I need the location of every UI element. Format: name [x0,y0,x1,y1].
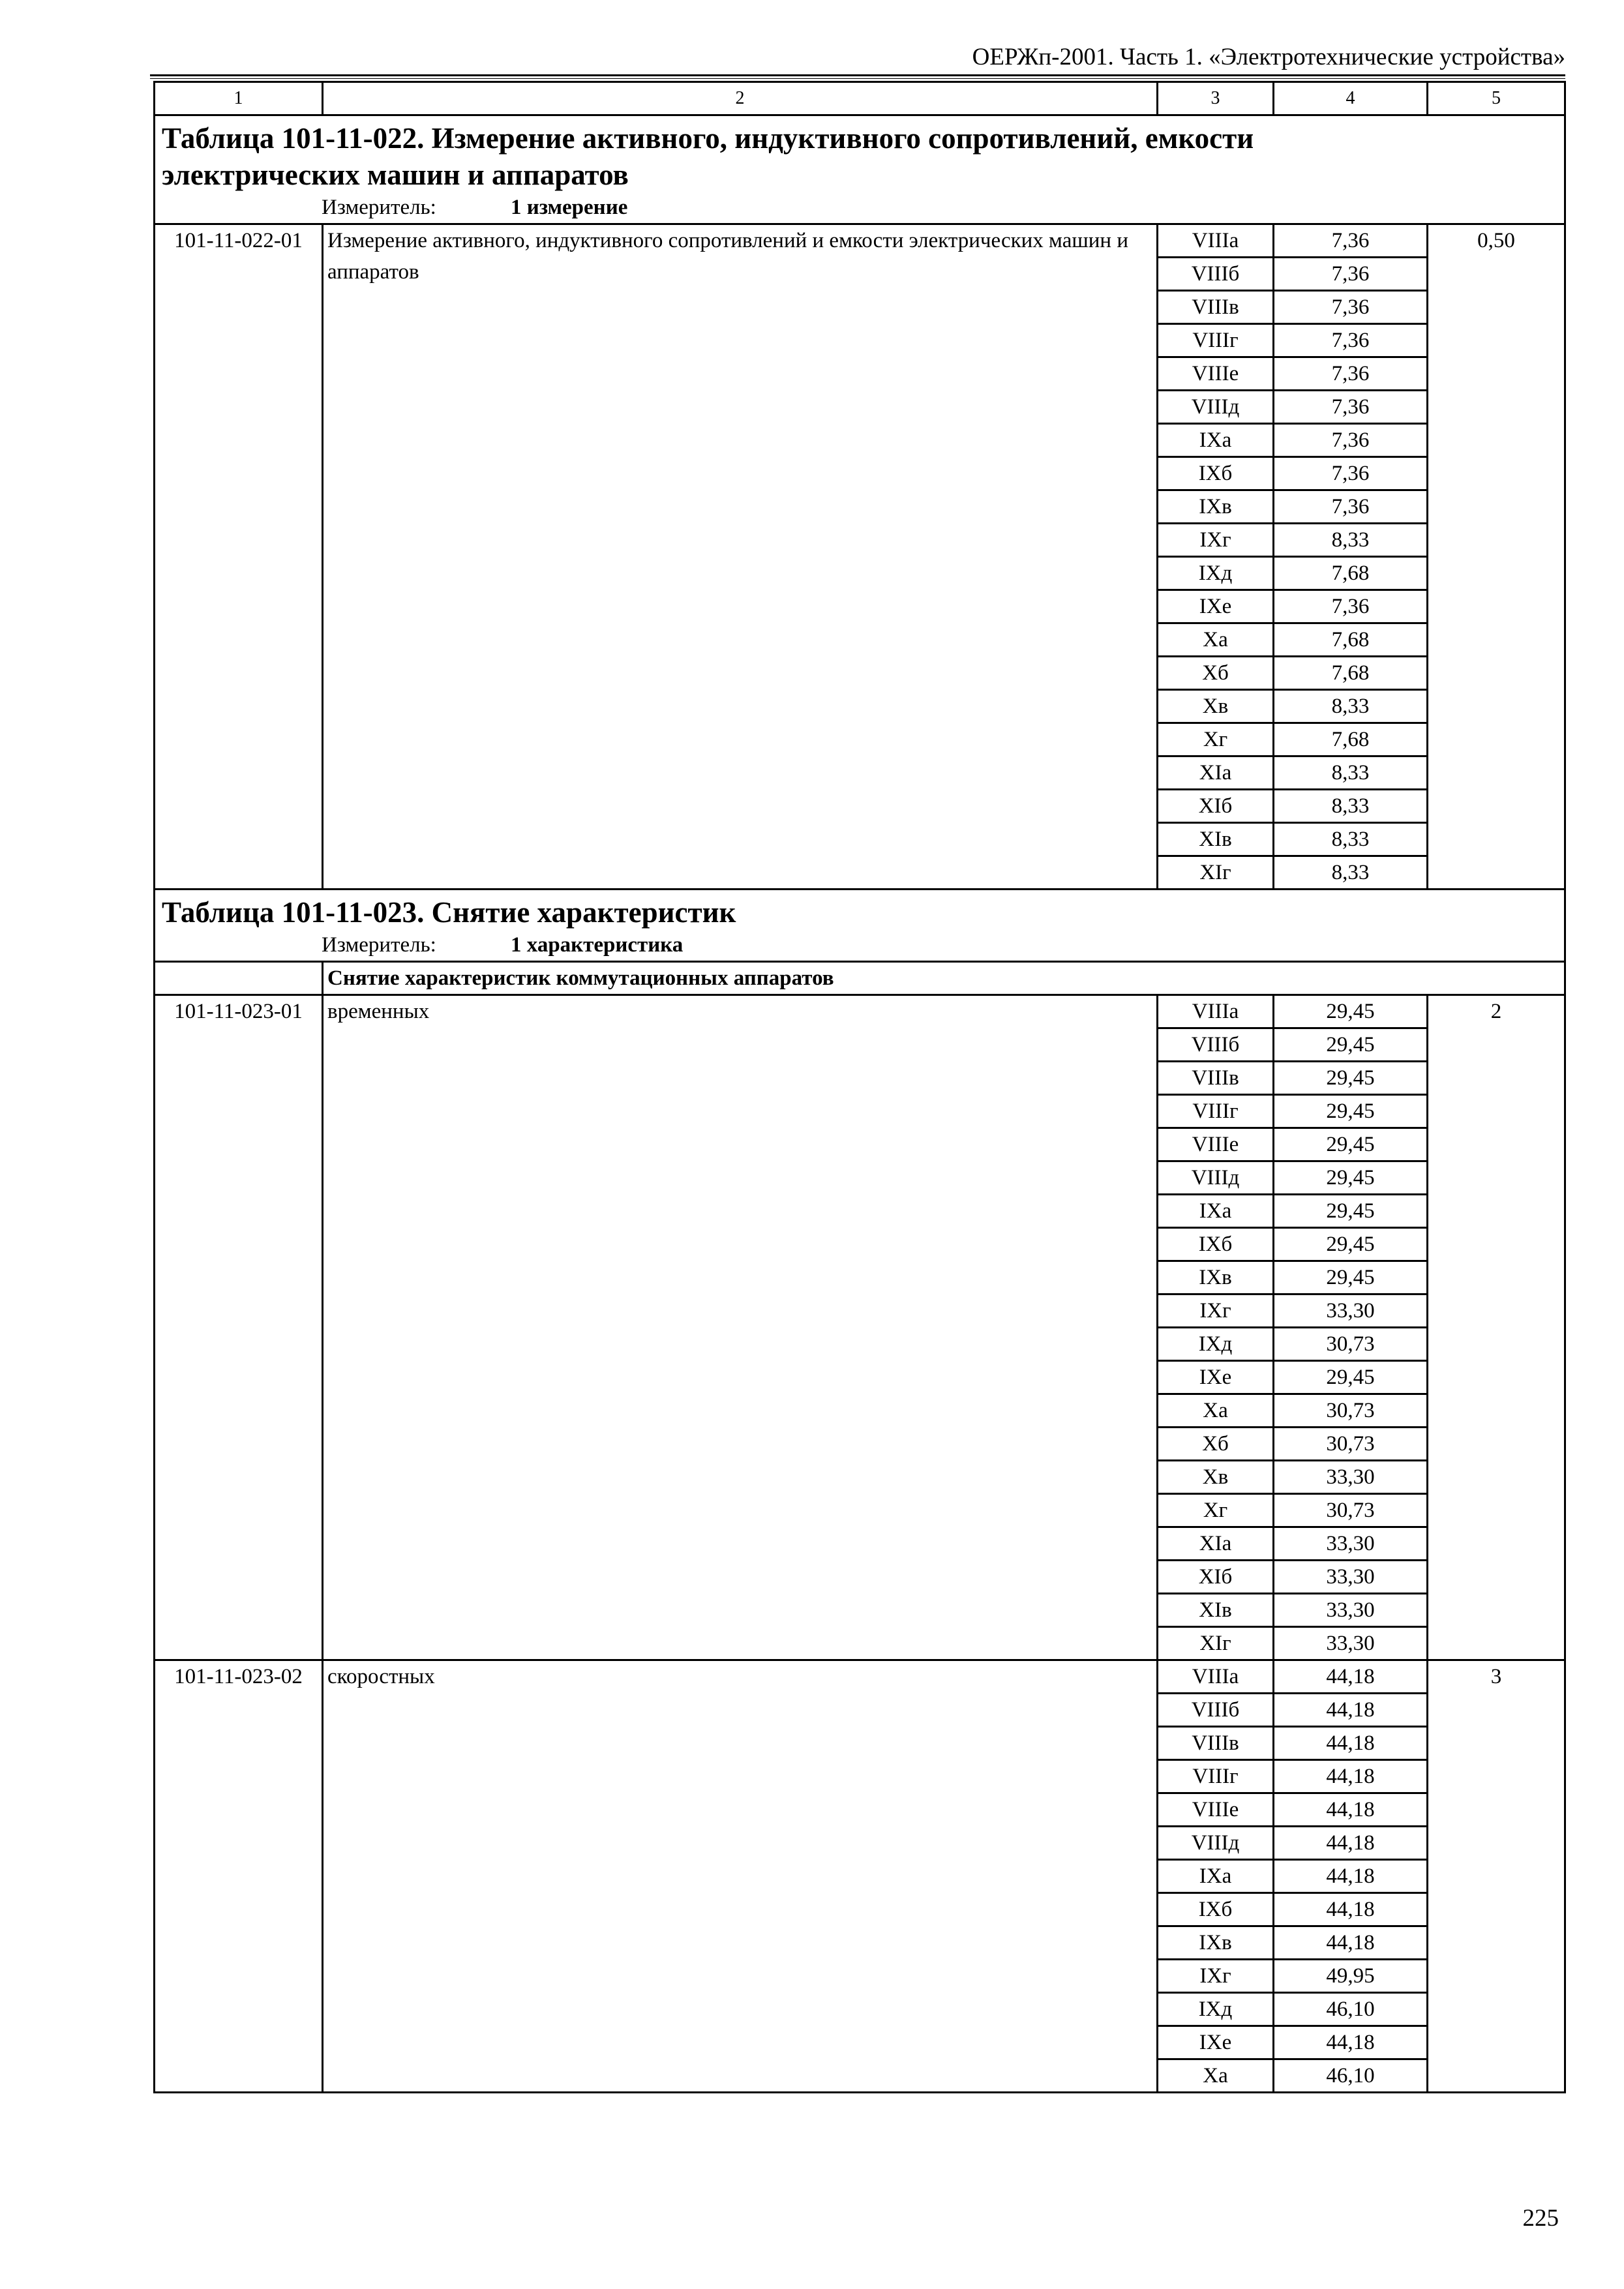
header-rule-thick [150,74,1565,76]
zone-cell: IXв [1158,1926,1274,1960]
zone-cell: Xa [1158,623,1274,657]
table-row [155,995,1565,1028]
zone-cell: XIa [1158,756,1274,790]
value-cell: 7,36 [1274,324,1428,357]
zone-cell: IXг [1158,1960,1274,1993]
meter-label: Измеритель: [322,196,436,219]
zone-cell: XIв [1158,823,1274,856]
value-cell: 7,36 [1274,391,1428,424]
factor-cell: 3 [1428,1660,1565,2093]
value-cell: 44,18 [1274,1793,1428,1827]
zone-cell: IXa [1158,424,1274,457]
zone-cell: IXв [1158,1261,1274,1294]
value-cell: 29,45 [1274,1361,1428,1394]
zone-cell: IXг [1158,524,1274,557]
zone-cell: VIIIв [1158,291,1274,324]
value-cell: 8,33 [1274,524,1428,557]
value-cell: 7,36 [1274,490,1428,524]
zone-cell: XIг [1158,1627,1274,1660]
zone-cell: XIб [1158,790,1274,823]
subheading-empty-cell [155,962,323,995]
value-cell: 29,45 [1274,1228,1428,1261]
zone-cell: VIIIa [1158,224,1274,258]
value-cell: 7,36 [1274,291,1428,324]
zone-cell: VIIIe [1158,357,1274,391]
zone-cell: Xг [1158,723,1274,756]
table-heading-row [155,115,1565,224]
factor-cell: 0,50 [1428,224,1565,890]
zone-cell: IXб [1158,457,1274,490]
column-number: 2 [323,82,1158,115]
zone-cell: IXг [1158,1294,1274,1328]
zone-cell: IXa [1158,1860,1274,1893]
running-header: ОЕРЖп-2001. Часть 1. «Электротехнические устройства» [972,44,1565,70]
zone-cell: IXб [1158,1228,1274,1261]
zone-cell: Xб [1158,1428,1274,1461]
zone-cell: Xб [1158,657,1274,690]
value-cell: 33,30 [1274,1627,1428,1660]
value-cell: 44,18 [1274,1760,1428,1793]
zone-cell: Xв [1158,1461,1274,1494]
value-cell: 33,30 [1274,1527,1428,1561]
zone-cell: VIIIв [1158,1727,1274,1760]
zone-cell: XIв [1158,1594,1274,1627]
value-cell: 44,18 [1274,1827,1428,1860]
zone-cell: IXв [1158,490,1274,524]
value-cell: 7,36 [1274,457,1428,490]
item-code: 101-11-022-01 [155,224,323,890]
value-cell: 44,18 [1274,1860,1428,1893]
table-heading [155,115,1565,224]
table-row [155,1660,1565,1694]
subheading-row [155,962,1565,995]
zone-cell: IXд [1158,557,1274,590]
subheading: Снятие характеристик коммутационных аппаратов [323,962,1565,995]
zone-cell: VIIIa [1158,1660,1274,1694]
zone-cell: VIIIг [1158,1760,1274,1793]
value-cell: 29,45 [1274,995,1428,1028]
meter-label: Измеритель: [322,933,436,957]
value-cell: 33,30 [1274,1561,1428,1594]
value-cell: 29,45 [1274,1261,1428,1294]
zone-cell: VIIIд [1158,1161,1274,1195]
zone-cell: IXд [1158,1993,1274,2026]
value-cell: 8,33 [1274,823,1428,856]
zone-cell: VIIIб [1158,1028,1274,1062]
factor-cell: 2 [1428,995,1565,1660]
value-cell: 7,36 [1274,224,1428,258]
meter-unit: 1 измерение [511,196,628,219]
value-cell: 7,68 [1274,623,1428,657]
item-description: Измерение активного, индуктивного сопротивлений и емкости электрических машин и аппаратов [323,224,1158,890]
zone-cell: IXб [1158,1893,1274,1926]
zone-cell: IXe [1158,1361,1274,1394]
zone-cell: VIIIв [1158,1062,1274,1095]
zone-cell: Xa [1158,1394,1274,1428]
value-cell: 49,95 [1274,1960,1428,1993]
zone-cell: XIб [1158,1561,1274,1594]
value-cell: 7,68 [1274,657,1428,690]
table-heading [155,890,1565,962]
zone-cell: Xa [1158,2059,1274,2093]
table-heading-row [155,890,1565,962]
meter-unit: 1 характеристика [511,933,684,957]
column-number: 3 [1158,82,1274,115]
value-cell: 7,36 [1274,357,1428,391]
table-title [162,890,1557,931]
value-cell: 7,36 [1274,590,1428,623]
zone-cell: VIIIд [1158,1827,1274,1860]
value-cell: 8,33 [1274,856,1428,890]
zone-cell: Xв [1158,690,1274,723]
zone-cell: IXa [1158,1195,1274,1228]
value-cell: 8,33 [1274,690,1428,723]
zone-cell: VIIIб [1158,1694,1274,1727]
zone-cell: Xг [1158,1494,1274,1527]
value-cell: 30,73 [1274,1494,1428,1527]
zone-cell: IXe [1158,2026,1274,2059]
zone-cell: IXд [1158,1328,1274,1361]
zone-cell: XIг [1158,856,1274,890]
value-cell: 44,18 [1274,1926,1428,1960]
zone-cell: VIIIг [1158,1095,1274,1128]
column-number-row [155,82,1565,115]
value-cell: 29,45 [1274,1161,1428,1195]
value-cell: 29,45 [1274,1195,1428,1228]
table-title-line: электрических машин и аппаратов [162,158,629,191]
value-cell: 44,18 [1274,2026,1428,2059]
rates-table [153,81,1566,2093]
value-cell: 44,18 [1274,1727,1428,1760]
zone-cell: VIIIe [1158,1793,1274,1827]
table-title-line: Таблица 101-11-022. Измерение активного, индуктивного сопротивлений, емкости [162,122,1254,155]
value-cell: 7,36 [1274,424,1428,457]
value-cell: 33,30 [1274,1461,1428,1494]
value-cell: 46,10 [1274,2059,1428,2093]
zone-cell: VIIIa [1158,995,1274,1028]
zone-cell: IXe [1158,590,1274,623]
table-title-line: Таблица 101-11-023. Снятие характеристик [162,896,736,929]
value-cell: 30,73 [1274,1394,1428,1428]
item-description: скоростных [323,1660,1158,2093]
value-cell: 29,45 [1274,1028,1428,1062]
table-title [162,116,1557,193]
value-cell: 29,45 [1274,1095,1428,1128]
value-cell: 7,68 [1274,557,1428,590]
item-code: 101-11-023-02 [155,1660,323,2093]
column-number: 1 [155,82,323,115]
zone-cell: VIIIe [1158,1128,1274,1161]
value-cell: 30,73 [1274,1428,1428,1461]
page-number: 225 [1522,2205,1559,2232]
value-cell: 33,30 [1274,1294,1428,1328]
value-cell: 29,45 [1274,1062,1428,1095]
value-cell: 29,45 [1274,1128,1428,1161]
table-row [155,224,1565,258]
value-cell: 44,18 [1274,1660,1428,1694]
value-cell: 30,73 [1274,1328,1428,1361]
item-code: 101-11-023-01 [155,995,323,1660]
value-cell: 7,36 [1274,258,1428,291]
zone-cell: VIIIб [1158,258,1274,291]
value-cell: 7,68 [1274,723,1428,756]
value-cell: 8,33 [1274,790,1428,823]
item-description: временных [323,995,1158,1660]
header-rule-thin [150,78,1565,79]
value-cell: 44,18 [1274,1694,1428,1727]
value-cell: 44,18 [1274,1893,1428,1926]
value-cell: 33,30 [1274,1594,1428,1627]
value-cell: 8,33 [1274,756,1428,790]
meter-line [162,193,1557,223]
zone-cell: VIIIд [1158,391,1274,424]
zone-cell: XIa [1158,1527,1274,1561]
value-cell: 46,10 [1274,1993,1428,2026]
column-number: 5 [1428,82,1565,115]
meter-line [162,931,1557,961]
zone-cell: VIIIг [1158,324,1274,357]
column-number: 4 [1274,82,1428,115]
